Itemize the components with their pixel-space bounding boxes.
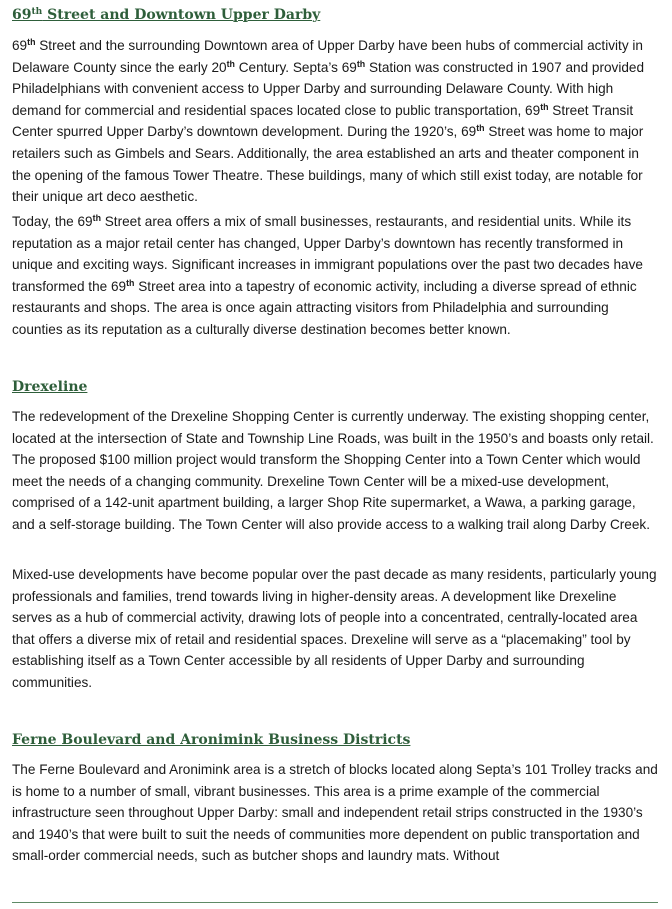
section-heading: Drexeline	[12, 379, 88, 395]
paragraph: The Ferne Boulevard and Aronimink area is a stretch of blocks located along Septa’s 101 Trolley tracks and is home to a number of small, vibrant businesses. This area is a prime example of the commercial infrastructure seen throughout Upper Darby: small and independent retail strips constructed in the 1930’s and 1940’s that were built to suit the needs of communities more dependent on public transportation and small-order commercial needs, such as butcher shops and laundry mats. Without	[12, 762, 658, 864]
paragraph: The redevelopment of the Drexeline Shopping Center is currently underway. The existing shopping center, located at the intersection of State and Township Line Roads, was built in the 1950’s and boasts only retail. The proposed $100 million project would transform the Shopping Center into a Town Center which would meet the needs of a changing community. Drexeline Town Center will be a mixed-use development, comprised of a 142-unit apartment building, a larger Shop Rite supermarket, a Wawa, a parking garage, and a self-storage building. The Town Center will also provide access to a walking trail along Darby Creek.	[12, 409, 654, 532]
footer-divider	[12, 902, 658, 903]
paragraph: Today, the 69th Street area offers a mix of small businesses, restaurants, and residential units. While its reputation as a major retail center has changed, Upper Darby’s downtown has recently transformed in unique and exciting ways. Significant increases in immigrant populations over the past two decades have transformed the 69th Street area into a tapestry of economic activity, including a diverse spread of ethnic restaurants and shops. The area is once again attracting visitors from Philadelphia and surrounding counties as its reputation as a culturally diverse destination becomes better known.	[12, 213, 643, 337]
section-heading: Ferne Boulevard and Aronimink Business Districts	[12, 732, 411, 748]
paragraph: Mixed-use developments have become popular over the past decade as many residents, particularly young professionals and families, trend towards living in higher-density areas. A development like Drexeline serves as a hub of commercial activity, drawing lots of people into a concentrated, centrally-located area that offers a diverse mix of retail and residential spaces. Drexeline will serve as a “placemaking” tool by establishing itself as a Town Center accessible by all residents of Upper Darby and surrounding communities.	[12, 567, 657, 690]
paragraph: 69th Street and the surrounding Downtown area of Upper Darby have been hubs of commercial activity in Delaware County since the early 20th Century. Septa’s 69th Station was constructed in 1907 and provided Philadelphians with convenient access to Upper Darby and surrounding Delaware County. With high demand for commercial and residential spaces located close to public transportation, 69th Street Transit Center spurred Upper Darby’s downtown development. During the 1920’s, 69th Street was home to major retailers such as Gimbels and Sears. Additionally, the area established an arts and theater component in the opening of the famous Tower Theatre. These buildings, many of which still exist today, are notable for their unique art deco aesthetic.	[12, 37, 645, 205]
section-heading: 69th Street and Downtown Upper Darby	[12, 6, 321, 23]
